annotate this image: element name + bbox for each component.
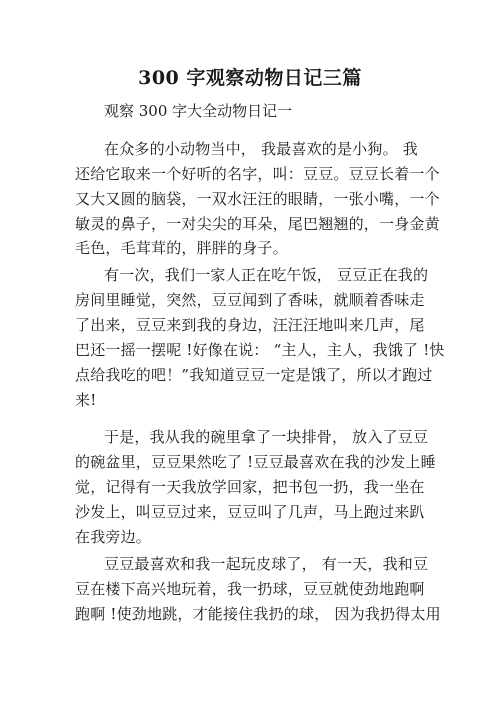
document-subtitle: 观察 300 字大全动物日记一 <box>104 102 293 120</box>
paragraph-line: 巴还一摇一摆呢 !好像在说： “主人，主人，我饿了 !快 <box>75 341 445 359</box>
paragraph-line: 在众多的小动物当中， 我最喜欢的是小狗。 我 <box>104 140 418 158</box>
paragraph-line: 房间里睡觉，突然，豆豆闻到了香味，就顺着香味走 <box>75 291 425 309</box>
paragraph-line: 了出来，豆豆来到我的身边，汪汪汪地叫来几声，尾 <box>75 316 425 334</box>
document-title: 300 字观察动物日记三篇 <box>138 67 362 89</box>
paragraph-line: 豆豆最喜欢和我一起玩皮球了， 有一天，我和豆 <box>104 555 429 573</box>
paragraph-line: 还给它取来一个好听的名字，叫：豆豆。豆豆长着一个 <box>75 165 440 183</box>
paragraph-line: 敏灵的鼻子，一对尖尖的耳朵，尾巴翘翘的，一身金黄 <box>75 215 440 233</box>
paragraph-line: 于是，我从我的碗里拿了一块排骨， 放入了豆豆 <box>104 428 429 446</box>
paragraph-line: 毛色，毛茸茸的，胖胖的身子。 <box>75 239 288 257</box>
paragraph-line: 在我旁边。 <box>75 528 152 546</box>
paragraph-line: 又大又圆的脑袋，一双水汪汪的眼睛，一张小嘴，一个 <box>75 190 440 208</box>
paragraph-line: 有一次，我们一家人正在吃午饭， 豆豆正在我的 <box>104 266 429 284</box>
paragraph-line: 跑啊 !使劲地跳，才能接住我扔的球， 因为我扔得太用 <box>75 605 441 623</box>
paragraph-line: 点给我吃的吧！”我知道豆豆一定是饿了，所以才跑过 <box>75 366 433 384</box>
paragraph-line: 沙发上，叫豆豆过来，豆豆叫了几声，马上跑过来趴 <box>75 503 425 521</box>
paragraph-line: 豆在楼下高兴地玩着，我一扔球，豆豆就使劲地跑啊 <box>75 580 425 598</box>
paragraph-line: 的碗盆里，豆豆果然吃了 !豆豆最喜欢在我的沙发上睡 <box>75 453 436 471</box>
paragraph-line: 觉，记得有一天我放学回家，把书包一扔，我一坐在 <box>75 478 425 496</box>
paragraph-line: 来! <box>75 391 97 409</box>
